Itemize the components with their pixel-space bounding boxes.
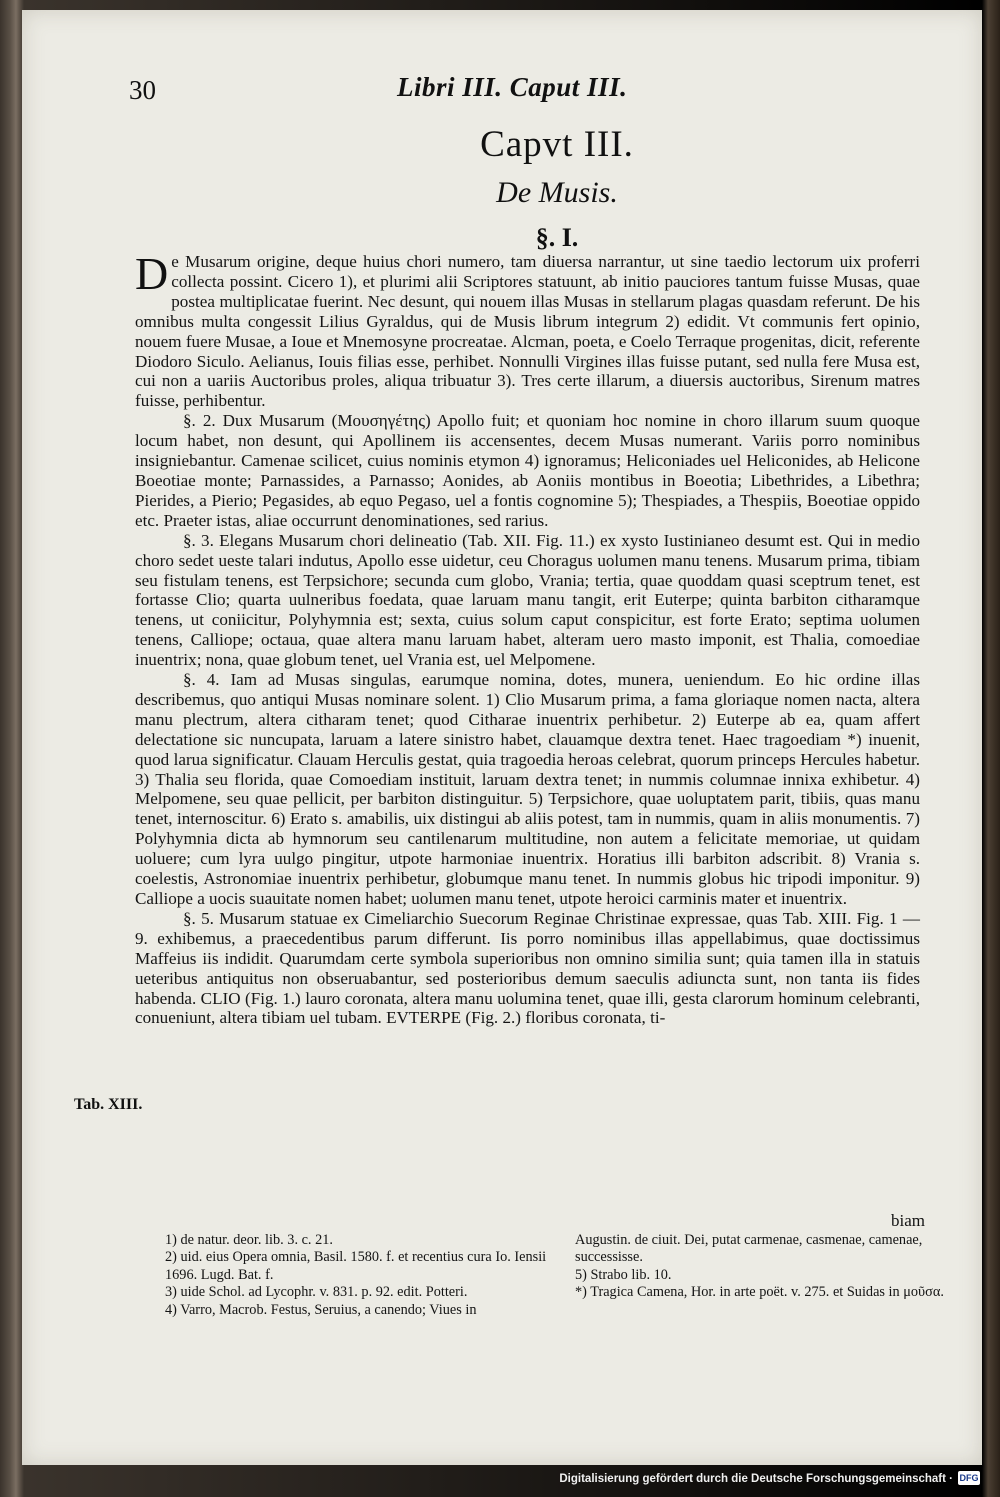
catchword: biam [891, 1211, 925, 1230]
dropcap: D [135, 248, 169, 299]
paragraph-4: §. 4. Iam ad Musas singulas, earumque nomina, dotes, munera, ueniendum. Eo hic ordine illas describemus, quo antiqui Musas nominare solent. 1) Clio Musarum prima, a fama gloriaque nomen nacta, altera manu plectrum, altera citharam tenet; quod Citharae inuentrix perhibetur. 2) Euterpe ab ea, quam affert delectatione sic nuncupata, laruam a latere sinistro habet, clauamque dextra tenet. Haec tragoediam *) inuenit, quod larua significatur. Clauam Herculis gestat, quia tragoedia heroas celebrat, quorum princeps Hercules habetur. 3) Thalia seu florida, quae Comoediam instituit, laruam dextra tenet; in nummis columnae innixa exhibetur. 4) Melpomene, seu quae pellicit, per barbiton distinguitur. 5) Terpsichore, quae uoluptatem parit, tibiis, quas manu tenet, internoscitur. 6) Erato s. amabilis, uix distingui ab aliis potest, tam in nummis, quam in aliis monumentis. 7) Polyhymnia dicta ab hymnorum seu cantilenarum multitudine, non autem a felicitate memoriae, ut quidam uoluere; cum lyra uulgo pingitur, utpote harmoniae inuentrix. Horatius illi barbiton adscribit. 8) Vrania s. coelestis, Astronomiae inuentrix perhibetur, globumque manu tenet. In nummis globus hic tripodi imponitur. 9) Calliope a uocis suauitate nomen habet; uolumen manu tenet, utpote heroici carminis mater et inuentrix. [135, 670, 920, 908]
paragraph-3: §. 3. Elegans Musarum chori delineatio (Tab. XII. Fig. 11.) ex xysto Iustinianeo desumt est. Qui in medio choro sedet ueste talari indutus, Apollo esse uidetur, ceu Choragus uolumen manu tenens. Musarum prima, tibiam seu fistulam tenens, est Terpsichore; secunda cum globo, Vrania; tertia, quae quoddam quasi sceptrum tenet, est fortasse Clio; quarta uulneribus foedata, quae laruam manu tangit, erit Euterpe; quinta barbiton citharamque tenens, ut coniicitur, Polyhymnia est; sexta, cuius solum caput conspicitur, est forte Erato; septima uolumen tenens, Calliope; octaua, quae altera manu laruam habet, alteram uero masto imponit, est Thalia, comoediae inuentrix; nona, quae globum tenet, uel Vrania est, uel Melpomene. [135, 530, 920, 670]
paragraph-text: e Musarum origine, deque huius chori numero, tam diuersa narrantur, ut sine taedio lectorum uix proferri collecta possint. Cicero 1), et plurimi alii Scriptores statuunt, ab initio pauciores tantum fuisse Musas, quae postea multiplicatae fuerint. Nec desunt, qui nouem illas Musas in stellarum plagas quasdam referunt. De his omnibus multa congessit Lilius Gyraldus, qui de Musis librum integrum 2) edidit. Vt communis fert opinio, nouem fuere Musae, a Ioue et Mnemosyne procreatae. Alcman, poeta, e Coelo Terraque progenitas, dicit, referente Diodoro Siculo. Aelianus, Iouis filias esse, perhibet. Nonnulli Virgines illas fuisse putant, sed nulla fere Musa est, cui non a uariis Auctoribus proles, aliqua tribuatur 3). Tres certe illarum, a diuersis auctoribus, Sirenum matres fuisse, perhibentur. [135, 252, 920, 411]
paragraph-2: §. 2. Dux Musarum (Μουσηγέτης) Apollo fuit; et quoniam hoc nomine in choro illarum suum quoque locum habet, non desunt, qui Apollinem iis accensentes, decem Musas numerant. Variis porro nominibus insigniebantur. Camenae scilicet, cuius nominis etymon 4) ignoramus; Heliconiades uel Heliconides, ab Helicone Boeotiae monte; Parnassides, a Parnasso; Aonides, ab Aoniis montibus in Boeotia; Libethrides, a Libethra; Pierides, a Pierio; Pegasides, ab equo Pegaso, uel a fontis cognomine 5); Thespiades, a Thespiis, Boeotiae oppido etc. Praeter istas, aliae occurrunt denominationes, sed rarius. [135, 411, 920, 530]
digitization-note: Digitalisierung gefördert durch die Deutsche Forschungsgemeinschaft · [559, 1473, 953, 1485]
running-head: Libri III. Caput III. [397, 72, 628, 102]
footnote: 2) uid. eius Opera omnia, Basil. 1580. f. et recentius cura Io. Iensii 1696. Lugd. Bat. f. [165, 1249, 547, 1283]
margin-note: Tab. XIII. [74, 1096, 143, 1113]
footnote: Augustin. de ciuit. Dei, putat carmenae, casmenae, camenae, successisse. [575, 1232, 923, 1266]
body-text [135, 248, 920, 1028]
footnote: 5) Strabo lib. 10. [575, 1266, 672, 1283]
section-mark: §. I. [535, 223, 579, 252]
chapter-subtitle: De Musis. [496, 176, 618, 209]
footnotes-right-column [575, 1232, 960, 1302]
footnote: 1) de natur. deor. lib. 3. c. 21. [165, 1232, 333, 1248]
chapter-title: Capvt III. [480, 124, 634, 165]
book-page [22, 10, 982, 1465]
footnote: *) Tragica Camena, Hor. in arte poët. v. 275. et Suidas in μοῦσα. [575, 1284, 944, 1301]
page-number: 30 [129, 75, 156, 105]
footnote: 4) Varro, Macrob. Festus, Seruius, a canendo; Viues in [165, 1301, 477, 1318]
dfg-logo-icon: DFG [959, 1473, 979, 1483]
footnotes-left-column [165, 1232, 550, 1319]
paragraph-5: §. 5. Musarum statuae ex Cimeliarchio Suecorum Reginae Christinae expressae, quas Tab. XIII. Fig. 1 — 9. exhibemus, a praecedentibus parum differunt. Iis porro nominibus illas appellabimus, quae doctissimus Maffeius iis indidit. Quarumdam certe symbola superioribus non omnino similia sunt; quia tamen illa in statuis ueteribus antiquitus non obseruabantur, sed posterioribus demum saeculis adiuncta sunt, non tanta iis fides habenda. CLIO (Fig. 1.) lauro coronata, altera manu uolumina tenet, quae illi, gesta clarorum hominum celebranti, conueniunt, altera tibiam uel tubam. EVTERPE (Fig. 2.) floribus coronata, ti- [135, 908, 920, 1028]
footnote: 3) uide Schol. ad Lycophr. v. 831. p. 92. edit. Potteri. [165, 1284, 468, 1301]
paragraph-1 [135, 248, 920, 411]
